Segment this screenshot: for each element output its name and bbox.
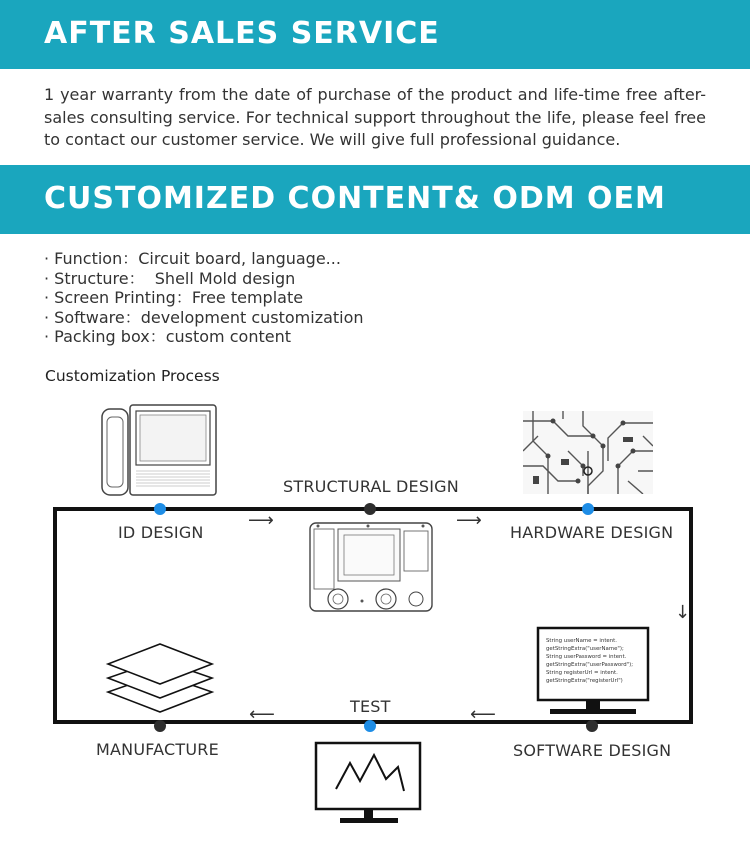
- arrow-right-icon: ⟶: [456, 510, 482, 531]
- code-line: String registerUrl = intent.: [546, 670, 618, 676]
- phone-terminal-icon: [100, 403, 220, 497]
- customization-list: [44, 249, 364, 347]
- stage-software-design: SOFTWARE DESIGN: [513, 741, 672, 760]
- customized-title: CUSTOMIZED CONTENT& ODM OEM: [44, 181, 666, 216]
- code-line: getStringExtra("userName");: [546, 646, 624, 652]
- stage-structural-design: STRUCTURAL DESIGN: [283, 477, 459, 496]
- hardware-design-node: [582, 503, 594, 515]
- list-item: · Structure： Shell Mold design: [44, 268, 296, 288]
- arrow-down-icon: ↓: [675, 602, 691, 623]
- list-item: · Packing box：custom content: [44, 327, 291, 347]
- code-line: getStringExtra("registerUrl"): [546, 678, 623, 684]
- list-item: · Software：development customization: [44, 307, 364, 327]
- test-node: [364, 720, 376, 732]
- code-line: getStringExtra("userPassword");: [546, 662, 634, 668]
- stage-test: TEST: [350, 697, 391, 716]
- code-line: String userPassword = intent.: [546, 654, 627, 660]
- code-line: String userName = intent.: [546, 638, 617, 644]
- stage-id-design: ID DESIGN: [118, 523, 204, 542]
- arrow-right-icon: ⟶: [248, 510, 274, 531]
- structural-design-node: [364, 503, 376, 515]
- customized-banner: [0, 165, 750, 234]
- list-item: · Screen Printing：Free template: [44, 288, 304, 308]
- after-sales-title: AFTER SALES SERVICE: [44, 16, 440, 51]
- code-snippet: [546, 637, 633, 685]
- software-design-node: [586, 720, 598, 732]
- process-label: Customization Process: [45, 367, 220, 385]
- device-housing-icon: [308, 521, 434, 613]
- stacked-layers-icon: [104, 640, 216, 718]
- manufacture-node: [154, 720, 166, 732]
- arrow-left-icon: ⟵: [249, 704, 275, 725]
- id-design-node: [154, 503, 166, 515]
- arrow-left-icon: ⟵: [470, 704, 496, 725]
- warranty-text: 1 year warranty from the date of purchase of the product and life-time free after-sales consulting service. For technical support throughout the life, please feel free to contact our customer service. We will give full professional guidance.: [44, 85, 706, 149]
- list-item: · Function：Circuit board, language...: [44, 249, 341, 268]
- test-monitor-icon: [314, 741, 424, 825]
- circuit-board-icon: [523, 411, 653, 494]
- stage-hardware-design: HARDWARE DESIGN: [510, 523, 674, 542]
- stage-manufacture: MANUFACTURE: [96, 740, 219, 759]
- after-sales-banner: [0, 0, 750, 69]
